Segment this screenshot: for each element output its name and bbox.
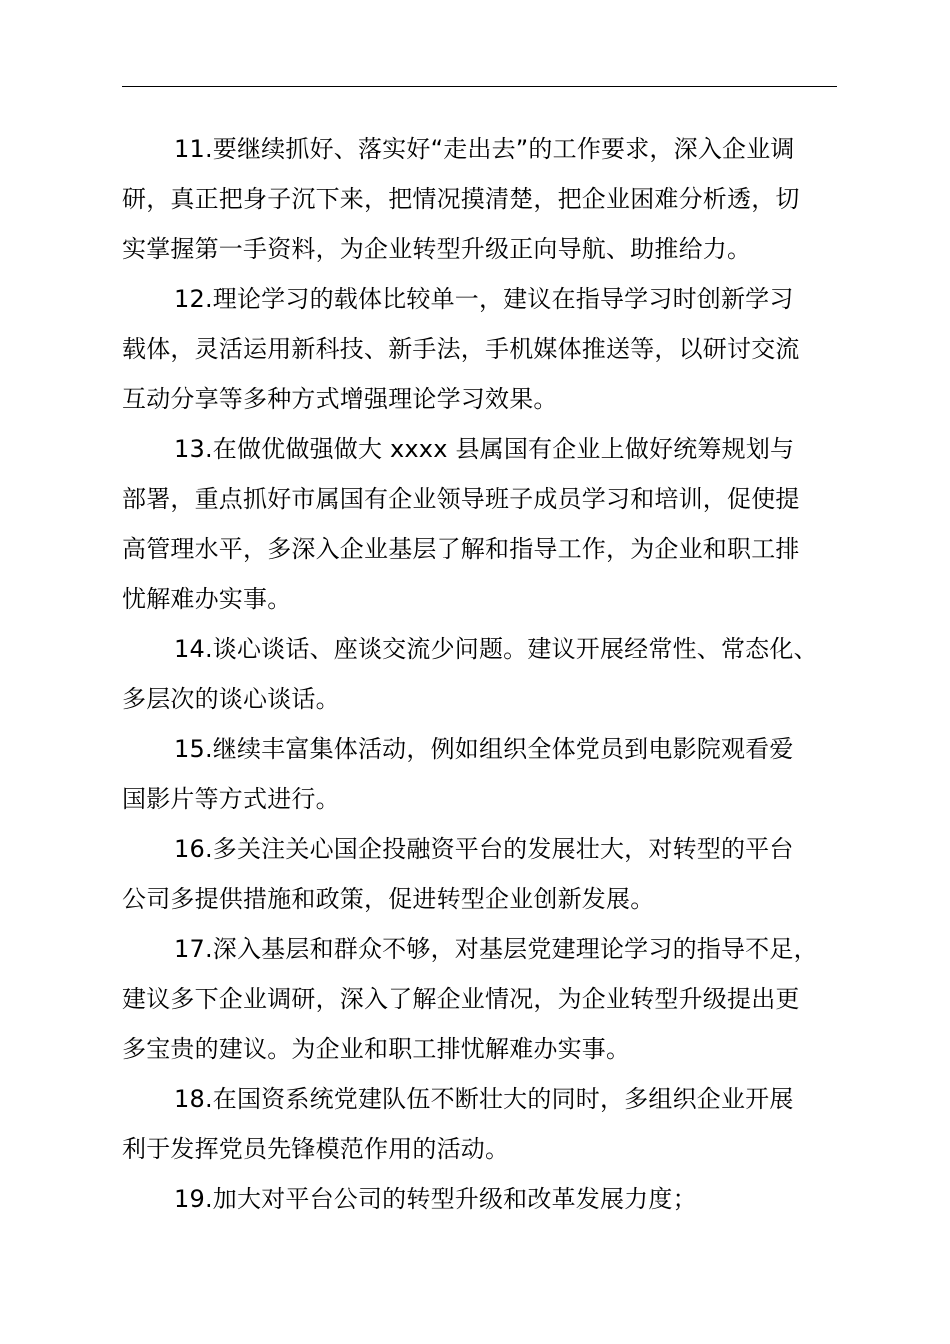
header-rule: [122, 86, 837, 87]
paragraph-15-line-1: 15.继续丰富集体活动，例如组织全体党员到电影院观看爱: [174, 735, 794, 763]
document-body: [122, 124, 862, 1224]
paragraph-13: [122, 424, 862, 624]
paragraph-13-line-4: 忧解难办实事。: [122, 585, 292, 613]
paragraph-12: [122, 274, 862, 424]
paragraph-14: [122, 624, 862, 724]
paragraph-12-line-2: 载体，灵活运用新科技、新手法，手机媒体推送等，以研讨交流: [122, 335, 800, 363]
paragraph-18-line-2: 利于发挥党员先锋模范作用的活动。: [122, 1135, 510, 1163]
paragraph-14-line-2: 多层次的谈心谈话。: [122, 685, 340, 713]
paragraph-13-line-1: 13.在做优做强做大 xxxx 县属国有企业上做好统筹规划与: [174, 435, 795, 463]
paragraph-11-line-1: 11.要继续抓好、落实好“走出去”的工作要求，深入企业调: [174, 135, 795, 163]
paragraph-14-line-1: 14.谈心谈话、座谈交流少问题。建议开展经常性、常态化、: [174, 635, 818, 663]
paragraph-19-line-1: 19.加大对平台公司的转型升级和改革发展力度；: [174, 1185, 697, 1213]
paragraph-18-line-1: 18.在国资系统党建队伍不断壮大的同时，多组织企业开展: [174, 1085, 794, 1113]
paragraph-17-line-2: 建议多下企业调研，深入了解企业情况，为企业转型升级提出更: [122, 985, 800, 1013]
paragraph-19: [122, 1174, 862, 1224]
paragraph-18: [122, 1074, 862, 1174]
paragraph-13-line-2: 部署，重点抓好市属国有企业领导班子成员学习和培训，促使提: [122, 485, 800, 513]
paragraph-16: [122, 824, 862, 924]
paragraph-12-line-1: 12.理论学习的载体比较单一，建议在指导学习时创新学习: [174, 285, 794, 313]
paragraph-17-line-3: 多宝贵的建议。为企业和职工排忧解难办实事。: [122, 1035, 631, 1063]
paragraph-11-line-2: 研，真正把身子沉下来，把情况摸清楚，把企业困难分析透，切: [122, 185, 800, 213]
paragraph-12-line-3: 互动分享等多种方式增强理论学习效果。: [122, 385, 558, 413]
paragraph-15: [122, 724, 862, 824]
paragraph-16-line-1: 16.多关注关心国企投融资平台的发展壮大，对转型的平台: [174, 835, 794, 863]
paragraph-17-line-1: 17.深入基层和群众不够，对基层党建理论学习的指导不足，: [174, 935, 818, 963]
paragraph-17: [122, 924, 862, 1074]
paragraph-11-line-3: 实掌握第一手资料，为企业转型升级正向导航、助推给力。: [122, 235, 752, 263]
paragraph-11: [122, 124, 862, 274]
paragraph-15-line-2: 国影片等方式进行。: [122, 785, 340, 813]
paragraph-16-line-2: 公司多提供措施和政策，促进转型企业创新发展。: [122, 885, 655, 913]
paragraph-13-line-3: 高管理水平，多深入企业基层了解和指导工作，为企业和职工排: [122, 535, 800, 563]
